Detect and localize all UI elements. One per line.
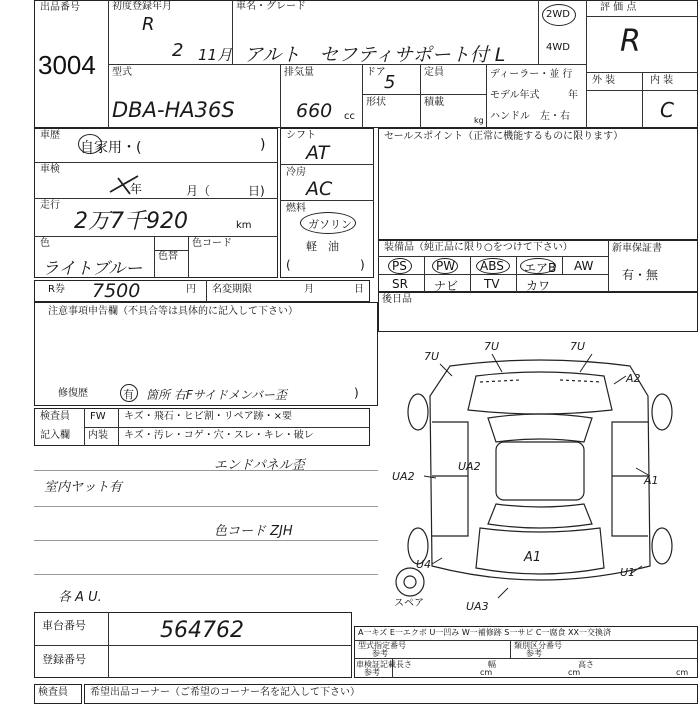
inspection-day: 日)	[248, 184, 265, 198]
divider	[642, 72, 643, 128]
fw-items: キズ・飛石・ヒビ割・リペア跡・×要	[124, 411, 292, 422]
inspection-year: 年	[130, 182, 143, 196]
equip-navi: ナビ	[434, 279, 459, 293]
shift-label: シフト	[286, 130, 316, 141]
divider	[34, 645, 352, 646]
sales-point-frame	[378, 128, 698, 240]
name-change-day: 日	[354, 284, 364, 295]
divider	[34, 198, 278, 199]
drive-2wd: 2WD	[546, 9, 570, 20]
equip-abs: ABS	[480, 259, 504, 273]
divider	[586, 16, 698, 17]
diag-mark-8: A1	[524, 550, 542, 565]
diag-mark-7: A1	[644, 474, 659, 487]
equip-circle	[520, 258, 556, 274]
history-close: )	[260, 137, 266, 153]
equip-circle	[476, 258, 510, 274]
load-unit: kg	[474, 116, 484, 125]
displacement-label: 排気量	[284, 67, 314, 78]
equip-ps: PS	[392, 259, 407, 273]
comment-line2: 室内ヤット有	[44, 480, 123, 495]
divider	[538, 0, 539, 64]
corner-label: 希望出品コーナー（ご希望のコーナー名を記入して下さい）	[90, 687, 360, 698]
load-label: 積載	[424, 97, 444, 108]
notes-label: 注意事項申告欄（不具合等は具体的に記入して下さい）	[48, 306, 298, 317]
ticket-label: R券	[48, 284, 65, 295]
chassis-label: 車台番号	[42, 619, 86, 632]
divider	[188, 236, 189, 278]
mileage-value: 2万7千920	[74, 209, 188, 234]
divider	[470, 256, 471, 292]
length-unit: cm	[480, 668, 493, 677]
eval-value: R	[620, 24, 641, 59]
model-label: 型式	[112, 67, 132, 78]
car-hood	[468, 372, 612, 414]
inspector-label: 検査員	[40, 411, 70, 422]
divider	[280, 164, 374, 165]
first-reg-era: R	[142, 14, 155, 35]
height-label: 高さ	[578, 660, 594, 669]
displacement-unit: cc	[344, 111, 355, 122]
spare-label: スペア	[394, 598, 424, 609]
first-reg-year: 2	[172, 40, 184, 61]
length-label: 長さ	[396, 660, 412, 669]
fuel-gas: ガソリン	[308, 218, 352, 231]
equipment-label: 装備品（純正品に限り○をつけて下さい）	[384, 242, 573, 253]
interior-check-label: 内装	[88, 430, 108, 441]
name-grade-value: アルト セフティサポート付 L	[244, 44, 506, 66]
repair-detail: 箇所 右Fサイドメンバー歪	[146, 388, 287, 402]
divider	[420, 64, 421, 128]
first-reg-label: 初度登録年月	[112, 1, 172, 12]
interior-label: 内 装	[650, 75, 674, 86]
divider	[516, 256, 517, 292]
divider	[362, 94, 486, 95]
diag-mark-10: U1	[620, 566, 636, 579]
lot-number: 3004	[38, 50, 96, 80]
eval-label: 評 価 点	[600, 2, 637, 13]
mileage-unit: km	[236, 220, 252, 231]
rule	[34, 506, 378, 507]
diag-mark-3: 7U	[570, 340, 586, 353]
inspection-month: 月（	[186, 184, 211, 198]
history-label: 車歴	[40, 130, 60, 141]
divider	[280, 64, 281, 128]
interior-value: C	[660, 98, 674, 122]
diag-mark-4: A2	[626, 372, 641, 385]
divider	[206, 280, 207, 302]
exterior-label: 外 装	[592, 75, 616, 86]
diag-mark-9: U4	[416, 558, 432, 571]
spare-wheel-icon	[396, 568, 424, 596]
diag-mark-11: UA3	[466, 600, 489, 613]
car-right-doors	[612, 422, 648, 536]
color-change-label: 色替	[158, 251, 178, 262]
divider	[562, 256, 563, 274]
mileage-label: 走行	[40, 200, 60, 211]
equip-aw: AW	[574, 259, 594, 273]
shift-value: AT	[306, 142, 330, 164]
car-left-doors	[432, 422, 468, 536]
repair-close: )	[354, 386, 359, 400]
fuel-label: 燃料	[286, 203, 306, 214]
ac-value: AC	[306, 178, 333, 200]
strike-mark-icon	[108, 172, 142, 196]
diag-mark-5: UA2	[392, 470, 415, 483]
divider	[154, 236, 155, 278]
inspector-stamp-label: 検査員	[38, 687, 68, 698]
reg-label: 登録番号	[42, 653, 86, 666]
car-rear-window	[488, 504, 592, 528]
fuel-paren-open: (	[286, 258, 291, 272]
capacity-label: 定員	[424, 67, 444, 78]
reserve-label: 型式指定番号	[358, 641, 406, 650]
name-change-label: 名変期限	[212, 284, 252, 295]
handle-label: ハンドル 左・右	[490, 111, 570, 122]
rule	[34, 574, 378, 575]
comment-line3: 色コード ZJH	[214, 524, 293, 539]
door-label: ドア	[366, 67, 386, 78]
dealer-label: ディーラー・並 行	[490, 69, 573, 80]
width-label: 幅	[488, 660, 496, 669]
equip-leather: カワ	[526, 279, 551, 293]
rule	[34, 470, 378, 471]
drive-4wd: 4WD	[546, 42, 570, 53]
lot-label: 出品番号	[40, 2, 80, 13]
cert-label: 車検証記載	[356, 660, 396, 669]
diag-mark-2: 7U	[484, 340, 500, 353]
color-label: 色	[40, 238, 50, 249]
ticket-frame	[34, 280, 370, 302]
equip-sr: SR	[392, 277, 408, 291]
divider	[378, 256, 608, 257]
aftermarket-label: 後日品	[382, 294, 412, 305]
divider	[84, 427, 370, 428]
divider	[34, 236, 278, 237]
comment-line1: エンドパネル歪	[214, 458, 305, 473]
shape-label: 形状	[366, 97, 386, 108]
width-unit: cm	[568, 668, 581, 677]
wheel-fr	[652, 394, 672, 430]
height-unit: cm	[676, 668, 689, 677]
equip-pw: PW	[436, 259, 456, 273]
divider	[232, 0, 233, 64]
reserve-sub: 参考	[372, 649, 388, 658]
sales-point-label: セールスポイント（正常に機能するものに限ります）	[384, 131, 624, 142]
divider	[424, 256, 425, 292]
color-value: ライトブルー	[42, 259, 143, 279]
wheel-rr	[652, 528, 672, 564]
ac-label: 冷房	[286, 167, 306, 178]
equip-airbag: エアB	[524, 261, 557, 275]
inspection-label: 車検	[40, 164, 60, 175]
car-windshield	[488, 414, 592, 442]
fuel-paren-close: )	[360, 258, 365, 272]
first-reg-month: 11月	[198, 46, 233, 64]
model-value: DBA-HA36S	[112, 98, 235, 122]
fw-label: FW	[90, 411, 106, 422]
divider	[280, 200, 374, 201]
name-grade-label: 車名・グレード	[236, 1, 306, 12]
diag-mark-1: 7U	[424, 350, 440, 363]
door-value: 5	[384, 72, 396, 93]
divider	[486, 64, 487, 128]
color-code-label: 色コード	[192, 238, 232, 249]
divider	[510, 640, 511, 658]
divider	[34, 162, 278, 163]
comment-line4: 各 A U.	[58, 590, 102, 605]
warranty-value: 有・無	[622, 268, 659, 282]
rule	[34, 540, 378, 541]
history-value: 自家用・(	[80, 140, 142, 156]
model-year-label: モデル年式	[490, 90, 540, 101]
equip-tv: TV	[484, 277, 500, 291]
equip-circle	[388, 258, 412, 274]
entry-label: 記入欄	[40, 430, 70, 441]
interior-items: キズ・汚レ・コゲ・穴・スレ・キレ・破レ	[124, 430, 314, 441]
repair-mark: 有	[123, 388, 134, 401]
chassis-value: 564762	[160, 618, 244, 643]
wheel-fl	[408, 394, 428, 430]
model-year-unit: 年	[568, 90, 578, 101]
equip-circle	[432, 258, 458, 274]
class-label: 類別区分番号	[514, 641, 562, 650]
divider	[586, 0, 587, 128]
car-roof	[496, 442, 584, 500]
fuel-diesel: 軽 油	[306, 240, 339, 253]
name-change-month: 月	[304, 284, 314, 295]
cert-sub: 参考	[364, 668, 380, 677]
repair-label: 修復歴	[58, 388, 88, 399]
damage-legend: A一キズ E一エクボ U一凹み W一補修跡 S一サビ C一腐食 XX一交換済	[358, 628, 612, 637]
aftermarket-frame	[378, 292, 698, 332]
ticket-unit: 円	[186, 284, 196, 295]
class-sub: 参考	[526, 649, 542, 658]
diag-mark-6: UA2	[458, 460, 481, 473]
displacement-value: 660	[296, 100, 333, 122]
divider	[608, 240, 609, 292]
divider	[362, 64, 363, 128]
warranty-label: 新車保証書	[612, 243, 662, 254]
ticket-value: 7500	[92, 280, 141, 302]
divider	[378, 274, 608, 275]
